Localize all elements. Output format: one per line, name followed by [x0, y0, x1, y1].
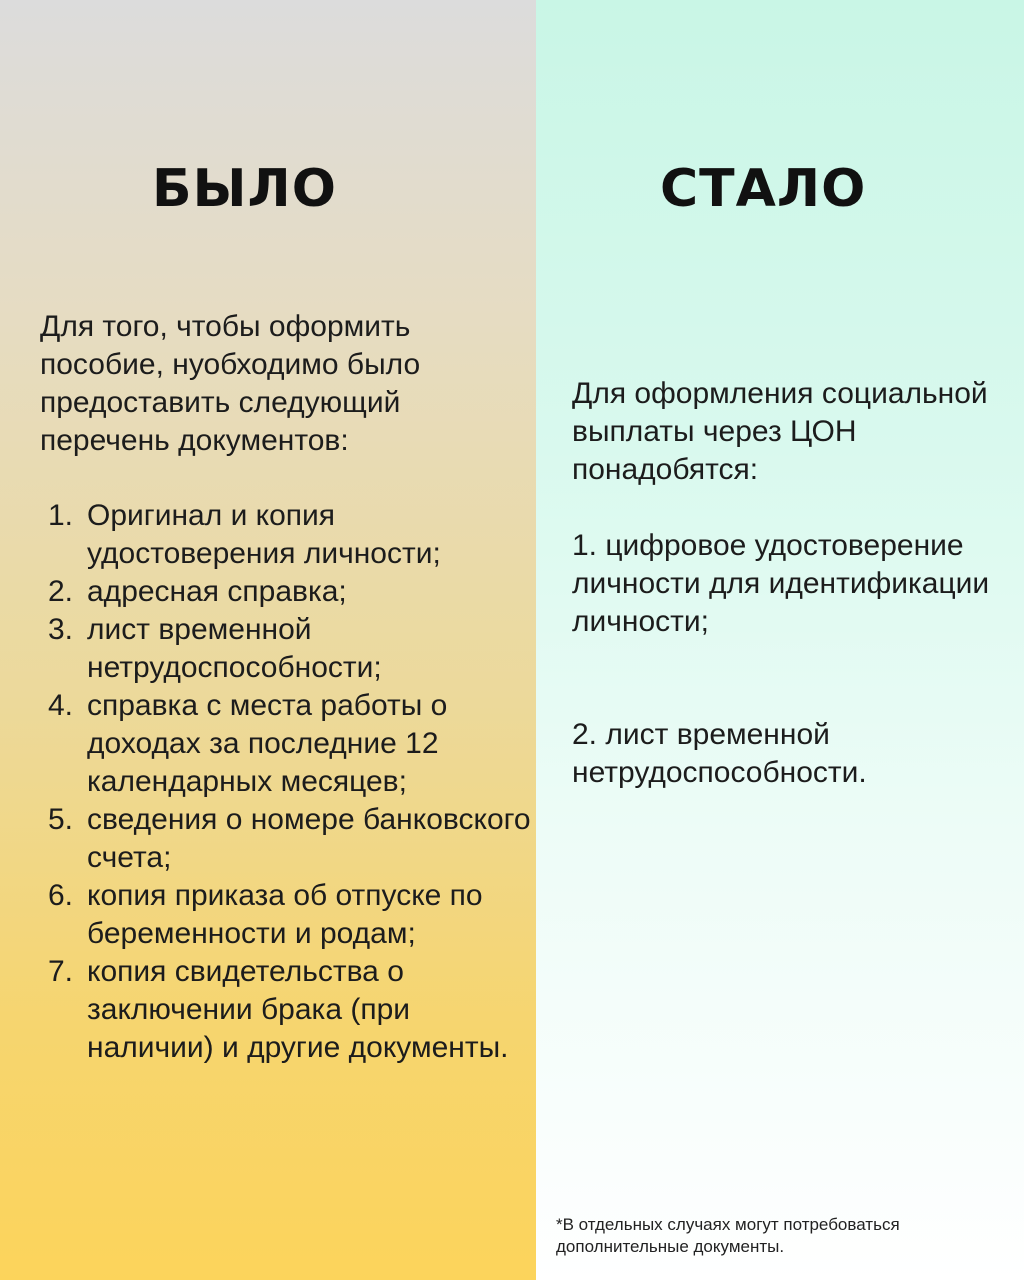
list-item — [40, 573, 532, 611]
list-item-text: адресная справка; — [87, 575, 347, 608]
list-item — [40, 877, 532, 953]
before-heading: БЫЛО — [152, 159, 337, 219]
footnote: *В отдельных случаях могут потребоваться дополнительные документы. — [556, 1215, 900, 1256]
list-item-text: справка с места работы о доходах за последние 12 календарных месяцев; — [87, 689, 448, 798]
after-heading: СТАЛО — [660, 159, 867, 219]
list-item-text: лист временной нетрудоспособности; — [87, 613, 382, 684]
list-item — [40, 953, 532, 1067]
list-item — [40, 687, 532, 801]
list-item-number: 5. — [48, 803, 74, 836]
after-panel — [536, 0, 1024, 1280]
list-item-text: сведения о номере банковского счета; — [87, 803, 531, 874]
before-intro-text: Для того, чтобы оформить пособие, нуобходимо было предоставить следующий перечень документов: — [40, 310, 421, 457]
after-list-item: 2. лист временной нетрудоспособности. — [572, 718, 867, 789]
list-item-number: 7. — [48, 955, 74, 988]
list-item-text: копия свидетельства о заключении брака (при наличии) и другие документы. — [87, 955, 509, 1064]
list-item-text: Оригинал и копия удостоверения личности; — [87, 499, 441, 570]
list-item-number: 6. — [48, 879, 74, 912]
list-item — [40, 611, 532, 687]
list-item — [40, 497, 532, 573]
list-item — [40, 801, 532, 877]
after-list-item: 1. цифровое удостоверение личности для идентификации личности; — [572, 529, 990, 638]
before-document-list — [40, 497, 532, 1067]
list-item-number: 4. — [48, 689, 74, 722]
after-intro-text: Для оформления социальной выплаты через ЦОН понадобятся: — [572, 377, 988, 486]
list-item-number: 1. — [48, 499, 74, 532]
list-item-number: 2. — [48, 575, 74, 608]
list-item-text: копия приказа об отпуске по беременности и родам; — [87, 879, 483, 950]
list-item-number: 3. — [48, 613, 74, 646]
